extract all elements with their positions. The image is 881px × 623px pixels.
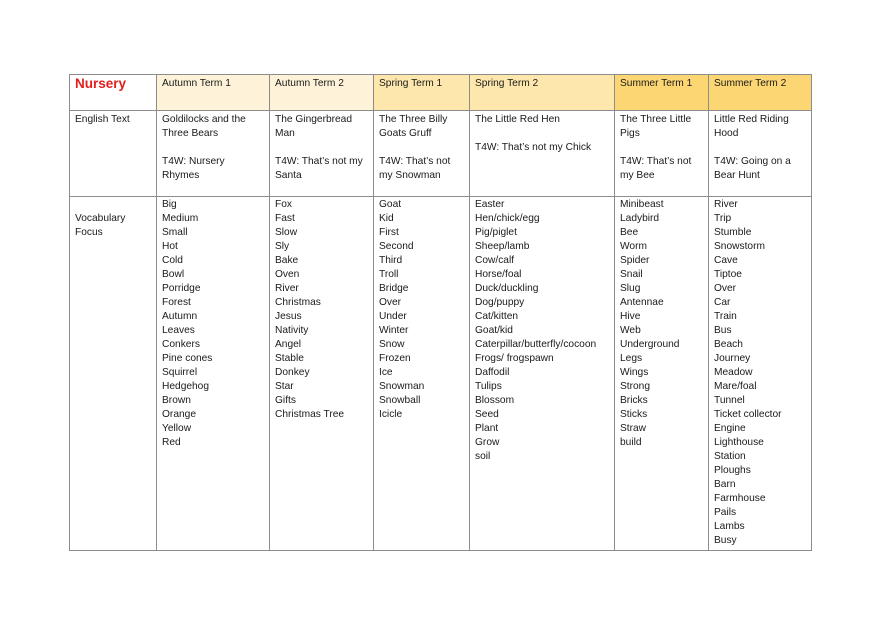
vocab-cell: [374, 197, 470, 551]
vocab-word: Orange: [162, 409, 196, 420]
vocab-word: Antennae: [620, 297, 664, 308]
header-summer-term-1: Summer Term 1: [615, 75, 709, 111]
vocab-word: Gifts: [275, 395, 296, 406]
vocab-word: Busy: [714, 535, 737, 546]
vocab-word: Over: [714, 283, 737, 294]
table-title: Nursery: [70, 75, 157, 111]
vocab-word: First: [379, 227, 399, 238]
text-title: Little Red Riding Hood: [714, 114, 789, 139]
vocab-word: Lighthouse: [714, 437, 764, 448]
vocab-word: Bricks: [620, 395, 648, 406]
vocab-word: Cat/kitten: [475, 311, 519, 322]
vocab-word: Under: [379, 311, 407, 322]
vocab-word: Journey: [714, 353, 751, 364]
vocab-word: Angel: [275, 339, 302, 350]
vocab-word: Third: [379, 255, 403, 266]
vocab-word: Small: [162, 227, 188, 238]
vocab-word: Bake: [275, 255, 299, 266]
header-autumn-term-1: Autumn Term 1: [157, 75, 270, 111]
vocab-word: Sticks: [620, 409, 648, 420]
vocab-word: Web: [620, 325, 641, 336]
vocab-word: Slug: [620, 283, 641, 294]
vocab-word: Frozen: [379, 353, 411, 364]
t4w-text: T4W: Going on a Bear Hunt: [714, 156, 791, 181]
text-title: The Little Red Hen: [475, 114, 560, 125]
vocab-cell: [709, 197, 812, 551]
vocab-word: Station: [714, 451, 746, 462]
vocab-word: Frogs/ frogspawn: [475, 353, 554, 364]
english-text-cell: [374, 111, 470, 197]
vocab-word: Autumn: [162, 311, 198, 322]
vocab-word: Underground: [620, 339, 680, 350]
text-title: The Three Billy Goats Gruff: [379, 114, 448, 139]
vocab-word: River: [275, 283, 299, 294]
vocab-word: Bee: [620, 227, 639, 238]
vocab-word: Horse/foal: [475, 269, 522, 280]
text-title: The Three Little Pigs: [620, 114, 692, 139]
vocab-word: Big: [162, 199, 177, 210]
vocab-word: Yellow: [162, 423, 192, 434]
vocab-word: Meadow: [714, 367, 753, 378]
header-autumn-term-2: Autumn Term 2: [270, 75, 374, 111]
vocab-word: Sly: [275, 241, 290, 252]
vocab-word: Car: [714, 297, 731, 308]
vocab-word: Goat: [379, 199, 402, 210]
vocab-word: Trip: [714, 213, 732, 224]
vocab-word: Pig/piglet: [475, 227, 517, 238]
vocab-word: Pails: [714, 507, 737, 518]
vocab-word: Blossom: [475, 395, 515, 406]
vocab-word: Second: [379, 241, 414, 252]
vocab-word: Stable: [275, 353, 304, 364]
vocab-word: Bridge: [379, 283, 409, 294]
vocab-word: Over: [379, 297, 402, 308]
vocab-word: Tulips: [475, 381, 502, 392]
text-title: Goldilocks and the Three Bears: [162, 114, 246, 139]
vocab-word: Train: [714, 311, 737, 322]
vocab-word: Slow: [275, 227, 298, 238]
vocab-word: Winter: [379, 325, 409, 336]
english-text-cell: [470, 111, 615, 197]
vocab-word: Troll: [379, 269, 399, 280]
vocab-word: Straw: [620, 423, 647, 434]
vocab-word: Christmas: [275, 297, 321, 308]
t4w-text: T4W: Nursery Rhymes: [162, 156, 225, 181]
vocab-word: Red: [162, 437, 181, 448]
vocab-word: Hen/chick/egg: [475, 213, 540, 224]
vocab-word: Squirrel: [162, 367, 198, 378]
header-spring-term-2: Spring Term 2: [470, 75, 615, 111]
vocab-word: Daffodil: [475, 367, 510, 378]
vocab-word: Minibeast: [620, 199, 664, 210]
vocab-word: Star: [275, 381, 294, 392]
vocab-cell: [615, 197, 709, 551]
vocab-list: [379, 198, 464, 422]
vocab-word: Mare/foal: [714, 381, 757, 392]
vocab-word: Fox: [275, 199, 292, 210]
vocab-word: Spider: [620, 255, 650, 266]
english-text-cell: [157, 111, 270, 197]
vocab-word: Wings: [620, 367, 649, 378]
vocab-word: Barn: [714, 479, 736, 490]
vocab-list: [714, 198, 806, 548]
vocab-word: Pine cones: [162, 353, 213, 364]
vocab-word: Caterpillar/butterfly/cocoon: [475, 339, 597, 350]
vocab-word: Forest: [162, 297, 191, 308]
vocab-word: Stumble: [714, 227, 752, 238]
vocab-word: Donkey: [275, 367, 310, 378]
vocab-word: Bowl: [162, 269, 185, 280]
vocab-word: build: [620, 437, 642, 448]
vocab-word: Medium: [162, 213, 199, 224]
vocab-word: Legs: [620, 353, 643, 364]
vocab-word: Grow: [475, 437, 500, 448]
vocab-word: Dog/puppy: [475, 297, 525, 308]
vocab-word: Ice: [379, 367, 393, 378]
vocab-word: Fast: [275, 213, 295, 224]
vocab-word: soil: [475, 451, 491, 462]
vocab-word: Beach: [714, 339, 743, 350]
vocab-word: Porridge: [162, 283, 201, 294]
english-text-row: [70, 111, 812, 197]
vocab-word: Farmhouse: [714, 493, 766, 504]
vocab-word: Leaves: [162, 325, 195, 336]
vocab-word: Easter: [475, 199, 505, 210]
vocab-word: Christmas Tree: [275, 409, 345, 420]
row-label-vocabulary: [70, 197, 157, 551]
vocab-cell: [270, 197, 374, 551]
vocab-word: Ladybird: [620, 213, 660, 224]
vocab-word: Brown: [162, 395, 191, 406]
vocab-word: Plant: [475, 423, 499, 434]
curriculum-table: [69, 74, 812, 551]
vocabulary-label: Vocabulary Focus: [75, 213, 126, 238]
vocab-word: Ticket collector: [714, 409, 782, 420]
t4w-text: T4W: That’s not my Chick: [475, 142, 592, 153]
vocab-word: Cow/calf: [475, 255, 515, 266]
english-text-cell: [709, 111, 812, 197]
vocab-cell: [157, 197, 270, 551]
vocab-word: Cave: [714, 255, 738, 266]
header-row: [70, 75, 812, 111]
vocab-word: Snail: [620, 269, 643, 280]
vocab-word: Jesus: [275, 311, 302, 322]
vocab-word: Ploughs: [714, 465, 751, 476]
vocab-list: [162, 198, 264, 450]
vocab-list: [275, 198, 368, 422]
row-label-english-text: English Text: [70, 111, 157, 197]
vocab-word: Bus: [714, 325, 732, 336]
vocabulary-row: [70, 197, 812, 551]
vocab-word: Seed: [475, 409, 499, 420]
header-spring-term-1: Spring Term 1: [374, 75, 470, 111]
vocab-word: Lambs: [714, 521, 745, 532]
header-summer-term-2: Summer Term 2: [709, 75, 812, 111]
vocab-word: Snowman: [379, 381, 425, 392]
text-title: The Gingerbread Man: [275, 114, 353, 139]
vocab-word: Cold: [162, 255, 183, 266]
vocab-word: Duck/duckling: [475, 283, 539, 294]
vocab-word: Sheep/lamb: [475, 241, 530, 252]
vocab-word: Kid: [379, 213, 394, 224]
vocab-word: Snowstorm: [714, 241, 765, 252]
vocab-word: Nativity: [275, 325, 309, 336]
t4w-text: T4W: That’s not my Bee: [620, 156, 692, 181]
vocab-word: Tiptoe: [714, 269, 742, 280]
vocab-word: Tunnel: [714, 395, 745, 406]
vocab-word: Snow: [379, 339, 405, 350]
english-text-cell: [615, 111, 709, 197]
vocab-cell: [470, 197, 615, 551]
vocab-word: Goat/kid: [475, 325, 513, 336]
vocab-list: [475, 198, 609, 464]
vocab-word: Worm: [620, 241, 647, 252]
t4w-text: T4W: That’s not my Santa: [275, 156, 363, 181]
vocab-word: Engine: [714, 423, 746, 434]
t4w-text: T4W: That’s not my Snowman: [379, 156, 451, 181]
vocab-word: Oven: [275, 269, 300, 280]
vocab-word: Hive: [620, 311, 641, 322]
vocab-word: Hedgehog: [162, 381, 210, 392]
vocab-list: [620, 198, 703, 450]
english-text-cell: [270, 111, 374, 197]
vocab-word: River: [714, 199, 738, 210]
vocab-word: Hot: [162, 241, 178, 252]
vocab-word: Snowball: [379, 395, 421, 406]
vocab-word: Conkers: [162, 339, 200, 350]
vocab-word: Icicle: [379, 409, 403, 420]
vocab-word: Strong: [620, 381, 651, 392]
